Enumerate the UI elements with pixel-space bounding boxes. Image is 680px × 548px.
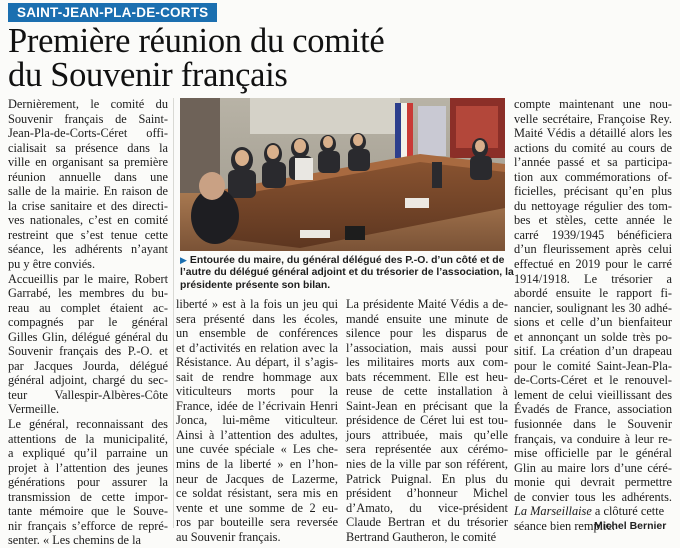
article-line: séance bien remplie.: [514, 518, 616, 533]
article-line: mins de la liberté » en l’hon-: [176, 457, 338, 472]
article-column-3: [346, 297, 508, 544]
article-line: compte maintenant une nou-: [514, 97, 672, 111]
article-line-tail: a clôturé cette: [591, 504, 665, 519]
article-line: cialisait sa présence dans la: [8, 140, 168, 155]
article-line: d’un fleurissement après celui: [514, 242, 672, 257]
article-line: Dernièrement, le comité du: [8, 97, 168, 111]
article-line: viticulteurs morts pour la: [176, 384, 338, 399]
article-line: bats récemment. Elle est heu-: [346, 369, 508, 384]
article-line: 1914/1918. Le trésorier a: [514, 271, 672, 286]
article-line: et d’activités en relation avec la: [176, 340, 338, 355]
article-line: actions du comité au cours de: [514, 140, 672, 155]
article-line: pour le comité Saint-Jean-Pla-: [514, 358, 672, 373]
article-line: Jonca, lui-même viticulteur.: [176, 413, 338, 428]
article-line: Gilles Glin, délégué général du: [8, 329, 168, 344]
article-line: au Souvenir français.: [176, 529, 281, 544]
article-line: sait de rendre hommage aux: [176, 369, 338, 384]
headline-line: Première réunion du comité: [8, 22, 385, 60]
article-line: effectué en 2019 pour le carré: [514, 257, 672, 272]
article-line: Claude Bertran et du trésorier: [346, 515, 508, 530]
article-line: l’association, mais aussi pour: [346, 340, 508, 355]
article-line: mandé ensuite une minute de: [346, 311, 508, 326]
caption-line: [180, 254, 505, 267]
article-line: Souvenir français des P.-O. et: [8, 344, 168, 359]
article-line: teur Vallespir-Albères-Côte: [8, 387, 168, 402]
article-line: une cuvée spéciale « Les che-: [176, 442, 338, 457]
article-column-4: [514, 97, 672, 533]
article-line: les militaires morts aux com-: [346, 355, 508, 370]
article-line: réunion annuelle dans une: [8, 169, 168, 184]
article-line: générations pour assurer la: [8, 475, 168, 490]
article-column-1: [8, 97, 168, 548]
article-line: reuse de cette installation à: [346, 384, 508, 399]
article-line: attentions de la municipalité,: [8, 431, 168, 446]
article-line: liberté » est à la fois un jeu qui: [176, 297, 338, 311]
article-line: Évadés de France, association: [514, 402, 672, 417]
article-line: Le général, reconnaissant des: [8, 417, 168, 432]
article-line: vente et une somme de 2 eu-: [176, 500, 338, 515]
article-line: de convier tous les adhérents.: [514, 489, 672, 504]
article-line: silence pour les disparus de: [346, 326, 508, 341]
column-rule: [173, 98, 174, 528]
article-line: La présidente Maité Védis a de-: [346, 297, 508, 311]
caption-triangle-icon: ▶: [180, 255, 187, 265]
article-line: président d’honneur Michel: [346, 486, 508, 501]
article-line: d’Amato, du vice-président: [346, 500, 508, 515]
meeting-photo: [180, 98, 505, 251]
article-line: et annonçant un solde très po-: [514, 329, 672, 344]
article-line: senter. « Les chemins de la: [8, 533, 141, 548]
article-line: sera représentée aux cérémo-: [346, 442, 508, 457]
article-line: ville en organisant sa première: [8, 155, 168, 170]
article-line: français, va conduire à leur re-: [514, 431, 672, 446]
article-line: lement de celui vieillissant des: [514, 387, 672, 402]
article-line: sitif. La création d’un drapeau: [514, 344, 672, 359]
author-byline: Michel Bernier: [594, 520, 667, 532]
article-line: sions et celle d’un bienfaiteur: [514, 315, 672, 330]
article-line: nies de la ville par son référent,: [346, 457, 508, 472]
article-line: séance, les adhérents n’ayant: [8, 242, 168, 257]
article-line: monie qui devrait permettre: [514, 475, 672, 490]
article-line: compagnés par le général: [8, 315, 168, 330]
caption-line: l’autre du délégué général adjoint et du trésorier de l’association, la: [180, 267, 514, 279]
meeting-photo-illustration: [180, 98, 505, 251]
article-line: l’année passé et sa participa-: [514, 155, 672, 170]
headline: [8, 24, 668, 92]
article-line: pu y être conviés.: [8, 257, 96, 272]
article-line: velle secrétaire, Françoise Rey.: [514, 111, 672, 126]
article-line: a expliqué qu’il parraine un: [8, 446, 168, 461]
article-line: nir français s’efforce de repré-: [8, 518, 168, 533]
article-line: Souvenir français de Saint-: [8, 111, 168, 126]
article-line: présidence de Céret lui est tou-: [346, 413, 508, 428]
caption-line-text: Entourée du maire, du général délégué des P.-O. d’un côté et de: [189, 255, 505, 266]
article-line: ce soldat résistant, sera mis en: [176, 486, 338, 501]
article-line: Garrabé, les membres du bu-: [8, 286, 168, 301]
article-line: un ensemble de conférences: [176, 326, 338, 341]
headline-line: du Souvenir français: [8, 56, 288, 94]
photo-caption: [180, 254, 514, 292]
article-line: transmission de cette impor-: [8, 489, 168, 504]
caption-line: présidente présente son bilan.: [180, 279, 331, 291]
article-line: du nettoyage régulier des tom-: [514, 198, 672, 213]
article-line: la crise sanitaire et des directi-: [8, 198, 168, 213]
article-column-2: [176, 297, 338, 544]
article-line: [514, 504, 672, 519]
article-line: Patrick Puignal. En plus du: [346, 471, 508, 486]
article-line: Résistance. Au départ, il s’agis-: [176, 355, 338, 370]
article-line: Maité Védis a détaillé alors les: [514, 126, 672, 141]
article-line: abordé ensuite le rapport fi-: [514, 286, 672, 301]
article-line: neur de Jacques de Lazerme,: [176, 471, 338, 486]
article-line: fusionnée dans le Souvenir: [514, 417, 672, 432]
article-line: Glin au maire lors d’une céré-: [514, 460, 672, 475]
article-line: carré 1939/1945 bénéficiera: [514, 227, 672, 242]
article-line: Bertrand Gautheron, le comité: [346, 529, 497, 544]
section-kicker: SAINT-JEAN-PLA-DE-CORTS: [8, 3, 217, 22]
article-line: ficielles, précisant qu’en plus: [514, 184, 672, 199]
article-line: Jean-Pla-de-Corts-Céret offi-: [8, 126, 168, 141]
article-line: projet à l’attention des jeunes: [8, 460, 168, 475]
article-line: Ainsi à l’attention des adultes,: [176, 427, 338, 442]
article-line: ves nationales, c’est en comité: [8, 213, 168, 228]
article-line: salle de la mairie. En raison de: [8, 184, 168, 199]
article-line: nancier, soulignant les 30 adhé-: [514, 300, 672, 315]
article-line: jours attribuée, mais qu’elle: [346, 427, 508, 442]
article-line: Accueillis par le maire, Robert: [8, 271, 168, 286]
article-line: mise officielle par le général: [514, 446, 672, 461]
article-line: France, idée de l’écrivain Henri: [176, 398, 338, 413]
article-line: bes et stèles, cette année le: [514, 213, 672, 228]
article-line: par Jacques Jourda, délégué: [8, 358, 168, 373]
article-line: général adjoint, chargé du sec-: [8, 373, 168, 388]
article-line: Vermeille.: [8, 402, 60, 417]
article-line: tion aux commémorations of-: [514, 169, 672, 184]
article-line: tante mémoire que le Souve-: [8, 504, 168, 519]
article-line: restreint que s’est tenue cette: [8, 227, 168, 242]
article-line: ros par bouteille sera reversée: [176, 515, 338, 530]
anthem-title: La Marseillaise: [514, 504, 592, 519]
article-line: reau au complet étaient ac-: [8, 300, 168, 315]
article-line: sera présenté dans les écoles,: [176, 311, 338, 326]
article-line: de-Corts-Céret et le renouvel-: [514, 373, 672, 388]
article-line: Saint-Jean en précisant que la: [346, 398, 508, 413]
